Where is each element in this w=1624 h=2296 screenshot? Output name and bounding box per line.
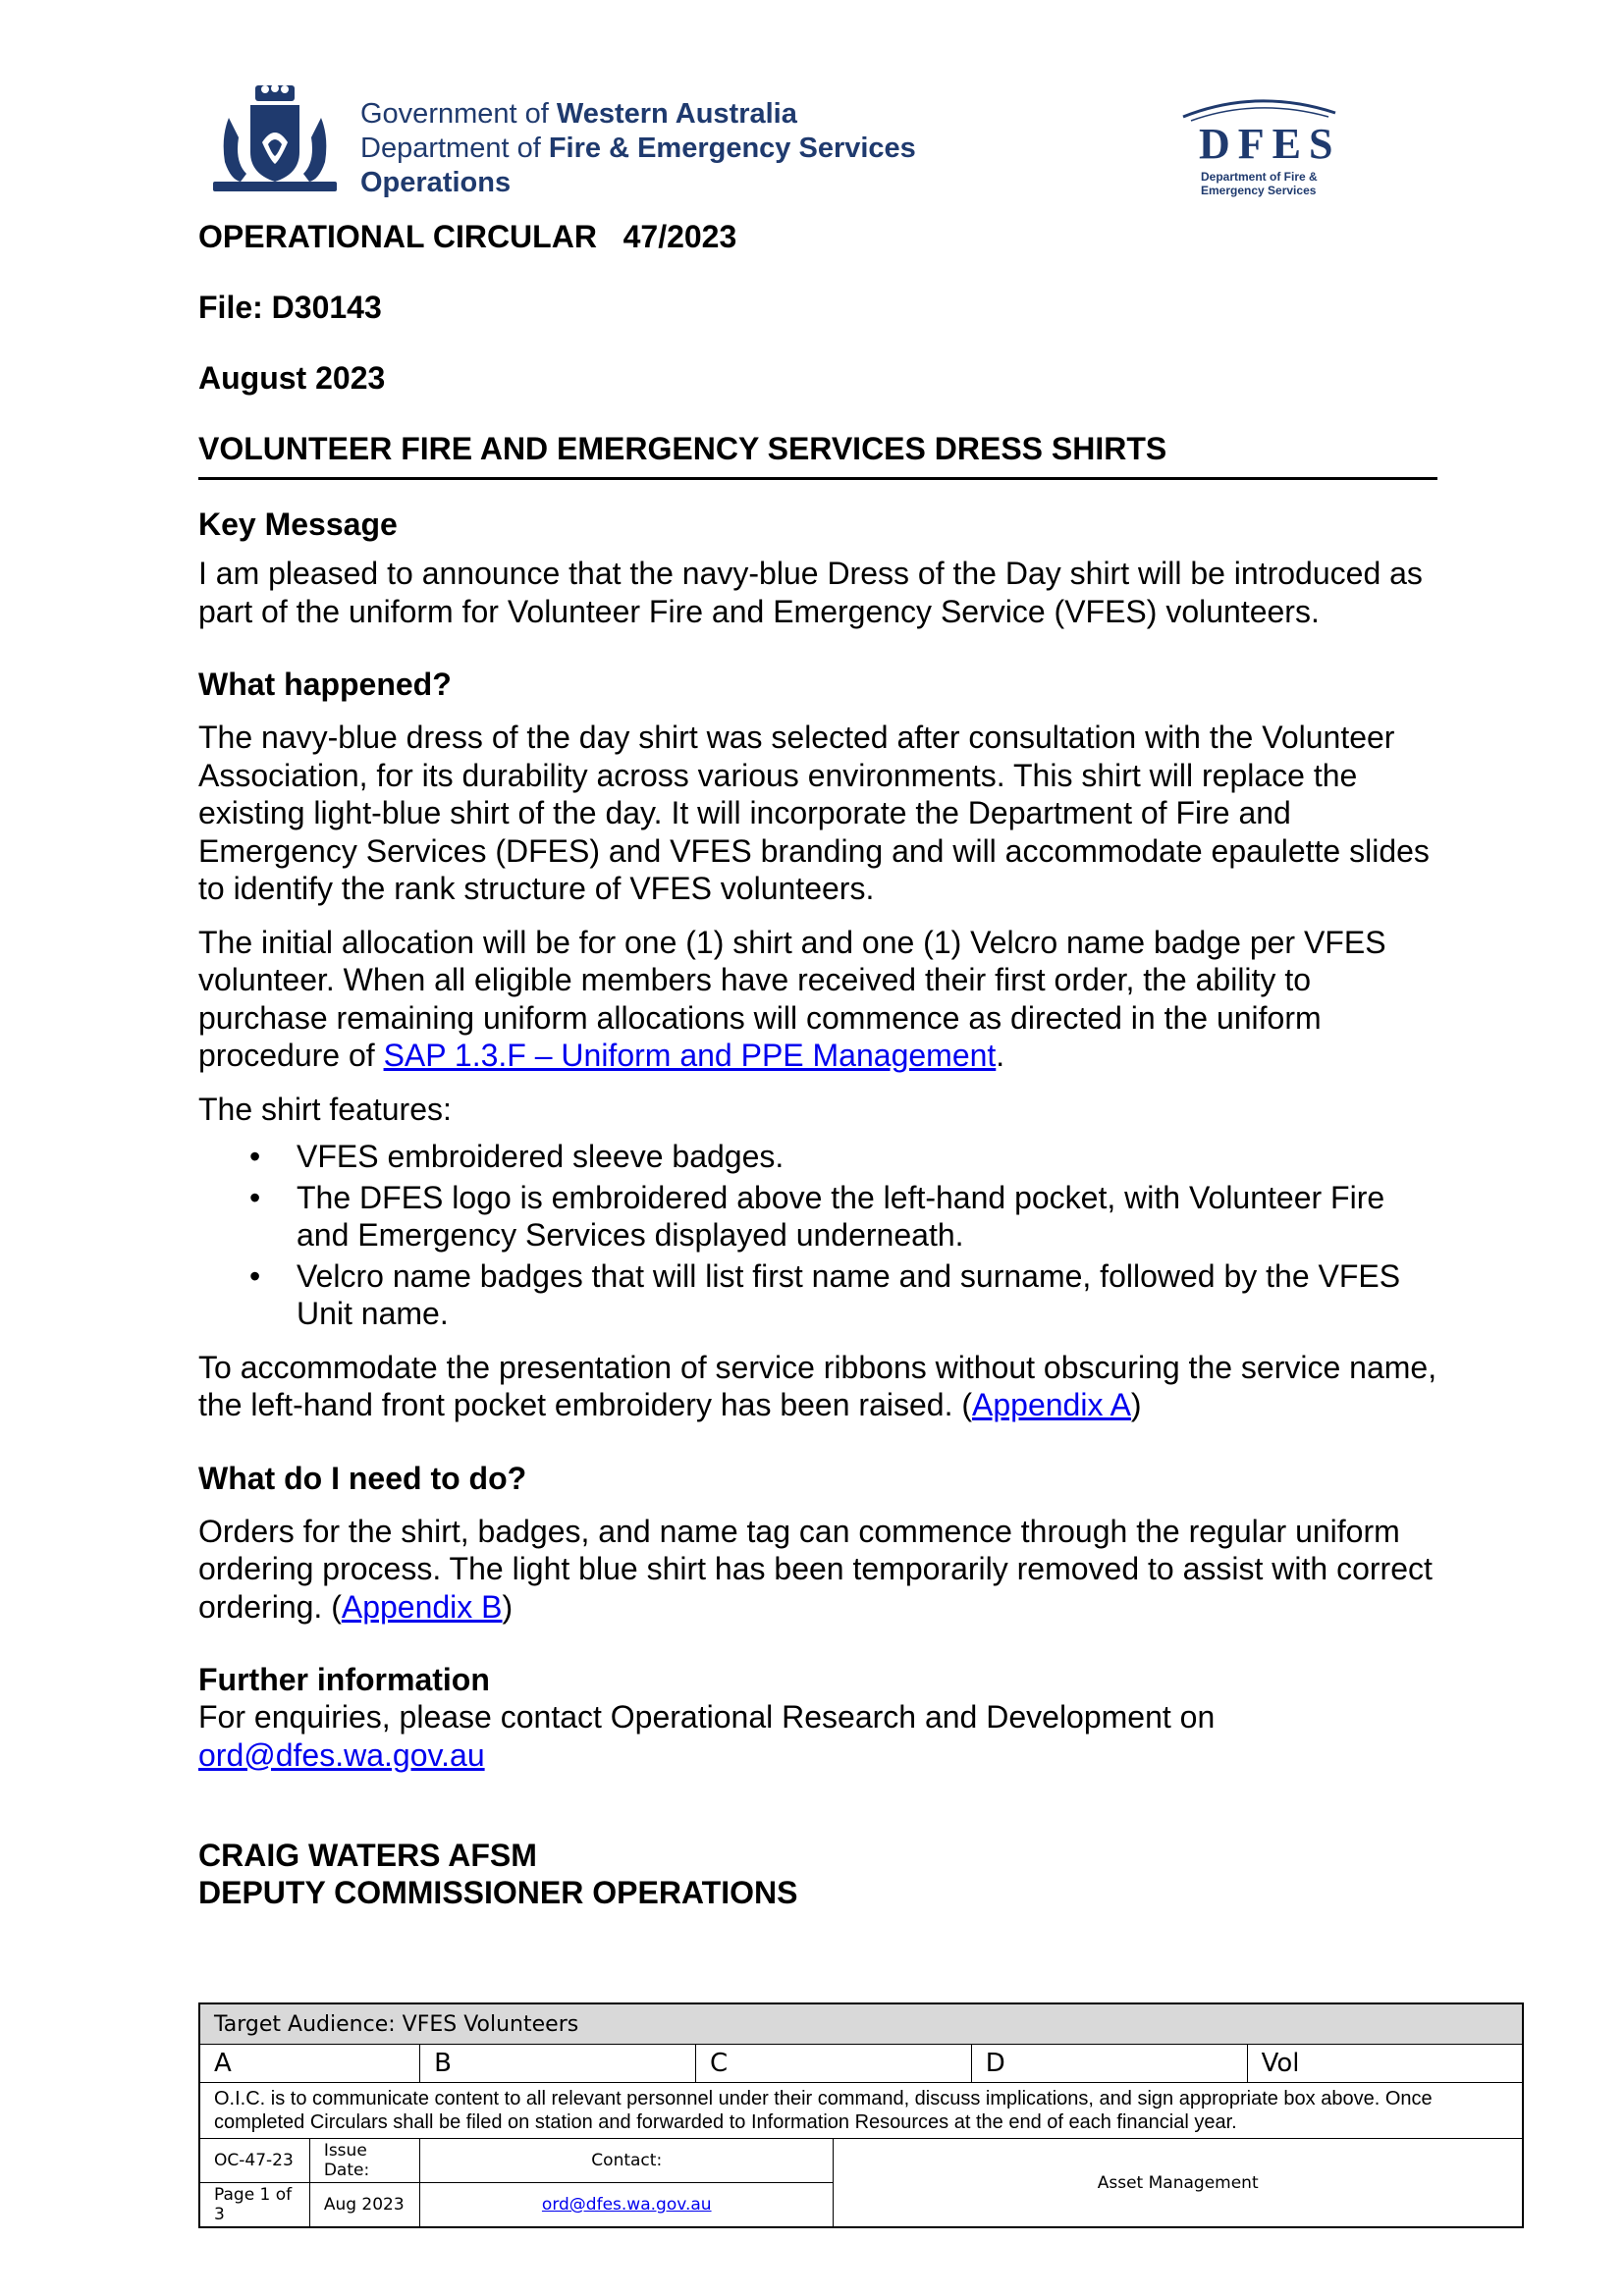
sign-box-d: D [971, 2045, 1247, 2083]
circular-title: OPERATIONAL CIRCULAR 47/2023 [198, 219, 737, 254]
sign-box-a: A [199, 2045, 420, 2083]
dfes-logo-subtitle: Department of Fire & Emergency Services [1201, 170, 1318, 197]
contact-email-link[interactable]: ord@dfes.wa.gov.au [541, 2195, 712, 2215]
what-happened-paragraph-2: The initial allocation will be for one (1) shirt and one (1) Velcro name badge per VFES volunteer. When all eligible members have received their first order, the ability to purchase remaining uniform allocations will commence as directed in the uniform procedure of SAP 1.3.F – Uniform and PPE Management. [198, 924, 1386, 1073]
what-happened-paragraph-3: To accommodate the presentation of service ribbons without obscuring the service name, the left-hand front pocket embroidery has been raised. (Appendix A) [198, 1349, 1437, 1422]
circular-subject: VOLUNTEER FIRE AND EMERGENCY SERVICES DRESS SHIRTS [198, 431, 1167, 466]
list-item: • VFES embroidered sleeve badges. [249, 1139, 785, 1174]
key-message-heading: Key Message [198, 507, 398, 542]
signatory-title: DEPUTY COMMISSIONER OPERATIONS [198, 1875, 798, 1910]
features-intro: The shirt features: [198, 1091, 452, 1127]
oic-instructions: O.I.C. is to communicate content to all relevant personnel under their command, discuss implications, and sign appropriate box above. Once completed Circulars shall be filed on station and forwarded to Information Resources at the end of each financial year. [199, 2083, 1523, 2139]
government-name: Government of Western Australia Department of Fire & Emergency Services Operations [360, 98, 916, 198]
target-audience: Target Audience: VFES Volunteers [199, 2003, 1523, 2045]
enquiries-email-link[interactable]: ord@dfes.wa.gov.au [198, 1736, 485, 1773]
what-to-do-heading: What do I need to do? [198, 1460, 527, 1496]
key-message-text: I am pleased to announce that the navy-blue Dress of the Day shirt will be introduced as part of the uniform for Volunteer Fire and Emergency Service (VFES) volunteers. [198, 556, 1423, 629]
circular-body [198, 218, 1445, 1911]
circular-date: August 2023 [198, 360, 386, 396]
sap-uniform-link[interactable]: SAP 1.3.F – Uniform and PPE Management [383, 1038, 997, 1073]
list-item: • The DFES logo is embroidered above the left-hand pocket, with Volunteer Fire and Emergency Services displayed underneath. [249, 1179, 1385, 1253]
appendix-b-link[interactable]: Appendix B [341, 1588, 503, 1625]
sign-box-b: B [420, 2045, 696, 2083]
dfes-logo-text: DFES [1199, 120, 1341, 168]
further-information-heading: Further information [198, 1662, 490, 1697]
what-happened-paragraph-1: The navy-blue dress of the day shirt was selected after consultation with the Volunteer Association, for its durability across various environments. This shirt will replace the existing light-blue shirt of the day. It will incorporate the Department of Fire and Emergency Services (DFES) and VFES branding and will accommodate epaulette slides to identify the rank structure of VFES volunteers. [198, 720, 1430, 906]
circular-reference: OC-47-23 [199, 2139, 309, 2183]
sign-box-c: C [695, 2045, 971, 2083]
appendix-a-link[interactable]: Appendix A [972, 1387, 1131, 1422]
asset-management-label: Asset Management [834, 2139, 1523, 2228]
further-information-text: For enquiries, please contact Operational Research and Development on ord@dfes.wa.gov.au [198, 1699, 1216, 1773]
page-number: Page 1 of 3 [199, 2183, 309, 2228]
signatory-name: CRAIG WATERS AFSM [198, 1838, 537, 1873]
features-list [198, 1138, 1445, 1333]
what-to-do-paragraph: Orders for the shirt, badges, and name tag can commence through the regular uniform ordering process. The light blue shirt has been temporarily removed to assist with correct ordering. (Appendix B) [198, 1513, 1433, 1625]
file-number: File: D30143 [198, 290, 382, 325]
list-item: • Velcro name badges that will list first name and surname, followed by the VFES Unit name. [249, 1257, 1401, 1331]
wa-coat-of-arms-icon [211, 83, 339, 196]
contact-label: Contact: [420, 2139, 834, 2183]
circular-footer-table [198, 2002, 1524, 2228]
issue-date-value: Aug 2023 [309, 2183, 419, 2228]
sign-box-vol: Vol [1247, 2045, 1523, 2083]
what-happened-heading: What happened? [198, 667, 452, 702]
letterhead [211, 83, 1340, 201]
title-divider [198, 477, 1437, 480]
issue-date-label: Issue Date: [309, 2139, 419, 2183]
